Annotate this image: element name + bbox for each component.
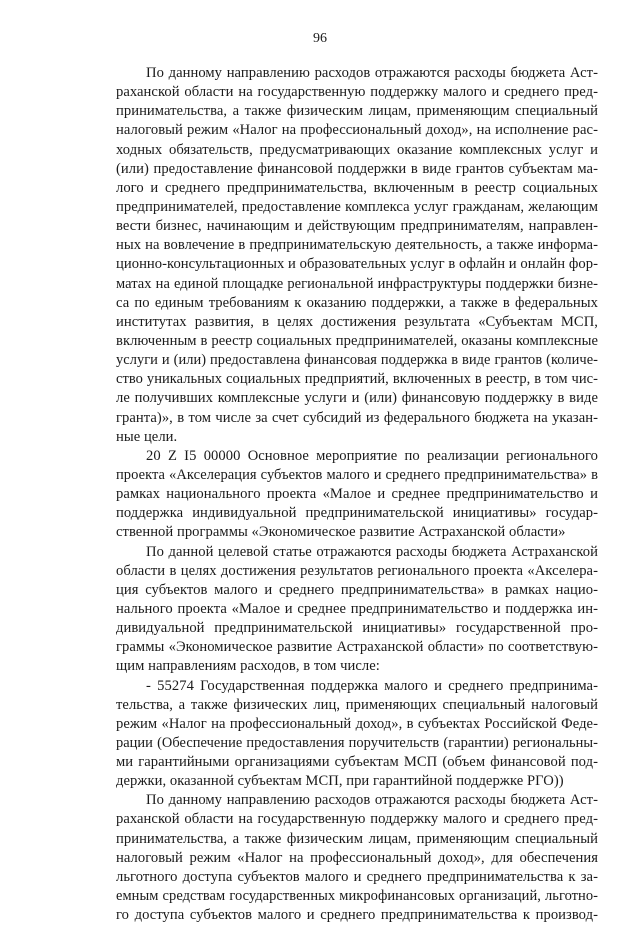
text-line: матах на единой площадке региональной инфраструктуры поддержки бизне- — [116, 275, 598, 292]
text-line: са по единым требованиям к оказанию поддержки, а также в федеральных — [116, 294, 598, 311]
text-line: го доступа субъектов малого и среднего предпринимательства к производ- — [116, 907, 598, 924]
text-line: 20 Z I5 00000 Основное мероприятие по реализации регионального — [146, 447, 598, 464]
body-text — [116, 64, 598, 925]
text-line: поддержка индивидуальной предпринимательской инициативы» государ- — [116, 505, 598, 522]
text-line: лого и среднего предпринимательства, включенным в реестр социальных — [116, 179, 598, 196]
text-line: гранта)», в том числе за счет субсидий из федерального бюджета на указан- — [116, 409, 598, 426]
text-line: ство уникальных социальных предприятий, включенных в реестр, в том чис- — [116, 371, 598, 388]
text-line: держки, оказанной субъектам МСП, при гарантийной поддержке РГО)) — [116, 773, 564, 790]
text-line: - 55274 Государственная поддержка малого и среднего предпринима- — [146, 677, 598, 694]
text-line: раханской области на государственную поддержку малого и среднего пред- — [116, 84, 598, 101]
text-line: ходных обязательств, предусматривающих оказание комплексных услуг и — [116, 141, 598, 158]
text-line: налоговый режим «Налог на профессиональный доход», на исполнение рас- — [116, 122, 598, 139]
text-line: емным средствам государственных микрофинансовых организаций, льготно- — [116, 888, 598, 905]
text-line: льготного доступа субъектов малого и среднего предпринимательства к за- — [116, 868, 598, 885]
text-line: ция субъектов малого и среднего предпринимательства» в рамках нацио- — [116, 581, 598, 598]
text-line: нального проекта «Малое и среднее предпринимательство и поддержка ин- — [116, 600, 598, 617]
page-number: 96 — [313, 31, 327, 46]
text-line: вести бизнес, начинающим и действующим предпринимателям, направлен- — [116, 218, 598, 235]
text-line: принимательства, а также физическим лицам, применяющим специальный — [116, 103, 598, 120]
text-line: По данному направлению расходов отражаются расходы бюджета Аст- — [146, 792, 598, 809]
text-line: ных на вовлечение в предпринимательскую деятельность, а также информа- — [116, 237, 598, 254]
text-line: налоговый режим «Налог на профессиональный доход», для обеспечения — [116, 849, 598, 866]
text-line: По данной целевой статье отражаются расходы бюджета Астраханской — [146, 543, 598, 560]
text-line: включенным в реестр социальных предпринимателей, оказаны комплексные — [116, 332, 598, 349]
text-line: принимательства, а также физическим лицам, применяющим специальный — [116, 830, 598, 847]
text-line: ле получивших комплексные услуги и (или) финансовую поддержку в виде — [116, 390, 598, 407]
text-line: дивидуальной предпринимательской инициативы» государственной про- — [116, 620, 598, 637]
text-line: тельства, а также физических лиц, применяющих специальный налоговый — [116, 696, 598, 713]
text-line: граммы «Экономическое развитие Астраханской области» по соответствую- — [116, 639, 598, 656]
text-line: режим «Налог на профессиональный доход», в субъектах Российской Феде- — [116, 715, 598, 732]
text-line: щим направлениям расходов, в том числе: — [116, 658, 380, 675]
text-line: услуги и (или) предоставлена финансовая поддержка в виде грантов (количе- — [116, 352, 598, 369]
text-line: области в целях достижения результатов регионального проекта «Акселера- — [116, 562, 598, 579]
text-line: По данному направлению расходов отражаются расходы бюджета Аст- — [146, 65, 598, 81]
text-line: рации (Обеспечение предоставления поручительств (гарантии) региональны- — [116, 734, 598, 751]
text-line: раханской области на государственную поддержку малого и среднего пред- — [116, 811, 598, 828]
text-line: (или) предоставление финансовой поддержки в виде грантов субъектам ма- — [116, 160, 598, 177]
text-line: институтах развития, в целях достижения результата «Субъектам МСП, — [116, 313, 598, 330]
text-line: ственной программы «Экономическое развитие Астраханской области» — [116, 524, 566, 541]
text-line: ционно-консультационных и образовательных услуг в офлайн и онлайн фор- — [116, 256, 598, 273]
text-line: ми гарантийными организациями субъектам МСП (объем финансовой под- — [116, 754, 598, 771]
text-line: ные цели. — [116, 428, 178, 445]
text-line: рамках национального проекта «Малое и среднее предпринимательство и — [116, 486, 598, 503]
text-line: предпринимателей, предоставление комплекса услуг гражданам, желающим — [116, 198, 598, 215]
text-line: проекта «Акселерация субъектов малого и среднего предпринимательства» в — [116, 466, 598, 483]
